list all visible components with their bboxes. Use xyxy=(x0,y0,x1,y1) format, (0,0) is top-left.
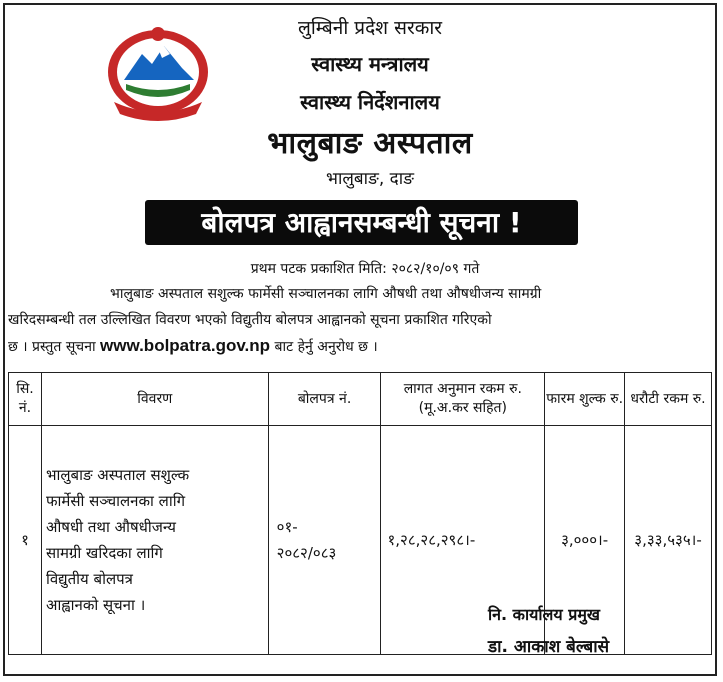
body-text-suffix: बाट हेर्नु अनुरोध छ । xyxy=(274,339,378,355)
bid-no-line: २०८२/०८३ xyxy=(276,544,337,562)
published-date: प्रथम पटक प्रकाशित मिति: २०८२/१०/०९ गते xyxy=(250,261,480,277)
hospital-address: भालुबाङ, दाङ xyxy=(326,169,414,189)
tender-table xyxy=(8,372,712,655)
cell-description xyxy=(41,426,268,655)
description-line: भालुबाङ अस्पताल सशुल्क xyxy=(45,466,190,484)
website-link[interactable]: www.bolpatra.gov.np xyxy=(100,336,271,355)
table-header-row xyxy=(9,373,712,426)
description-line: फार्मेसी सञ्चालनका लागि xyxy=(45,492,186,510)
cell-deposit: ३,३३,५३५।- xyxy=(625,426,712,655)
hospital-name: भालुबाङ अस्पताल xyxy=(267,126,473,161)
header-form-fee: फारम शुल्क रु. xyxy=(545,373,625,426)
header-sn: सि. नं. xyxy=(9,373,42,426)
cell-sn: १ xyxy=(9,426,42,655)
description-line: सामग्री खरिदका लागि xyxy=(45,544,163,562)
description-line: विद्युतीय बोलपत्र xyxy=(45,570,133,588)
body-text-line-3 xyxy=(8,336,378,356)
signatory-title: नि. कार्यालय प्रमुख xyxy=(488,605,600,624)
header-estimate: लागत अनुमान रकम रु. (मू.अ.कर सहित) xyxy=(381,373,545,426)
bid-no-line: ०१- xyxy=(276,518,298,536)
notice-title-banner: बोलपत्र आह्वानसम्बन्धी सूचना ! xyxy=(145,200,578,245)
ministry-name: स्वास्थ्य मन्त्रालय xyxy=(311,52,429,76)
cell-bid-no xyxy=(268,426,381,655)
body-text-line-2: खरिदसम्बन्धी तल उल्लिखित विवरण भएको विद्युतीय बोलपत्र आह्वानको सूचना प्रकाशित गरिएको xyxy=(8,312,492,328)
nepal-emblem-icon xyxy=(104,24,212,124)
signatory-name: डा. आकाश बेल्बासे xyxy=(488,637,610,657)
description-line: औषधी तथा औषधीजन्य xyxy=(45,518,176,536)
header-deposit: धरौटी रकम रु. xyxy=(625,373,712,426)
government-name: लुम्बिनी प्रदेश सरकार xyxy=(297,17,443,39)
body-text-prefix: छ । प्रस्तुत सूचना xyxy=(8,339,96,355)
cell-estimate: १,२८,२८,२९८।- xyxy=(381,426,545,655)
header-description: विवरण xyxy=(41,373,268,426)
cell-form-fee: ३,०००।- xyxy=(545,426,625,655)
header-bid-no: बोलपत्र नं. xyxy=(268,373,381,426)
body-text-line-1: भालुबाङ अस्पताल सशुल्क फार्मेसी सञ्चालनका लागि औषधी तथा औषधीजन्य सामग्री xyxy=(110,286,542,302)
table-row xyxy=(9,426,712,655)
description-line: आह्वानको सूचना । xyxy=(45,596,146,614)
directorate-name: स्वास्थ्य निर्देशनालय xyxy=(300,90,440,114)
